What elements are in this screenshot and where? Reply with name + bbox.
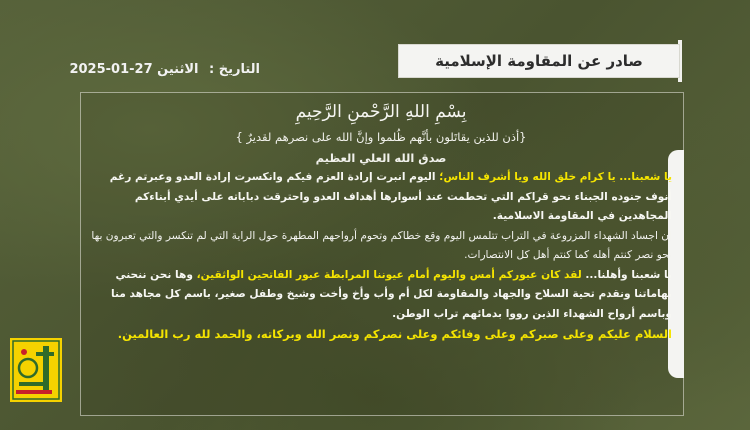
paragraph-3-text: وها نحن ننحني بهاماتنا ونقدم تحية السلاح والجهاد والمقاومة لكل أم وأب وأخ وأخت وشيخ وطفل صغير، باسم كل مجاهد منا وباسم أرواح الشهداء الذين رووا بدمائهم تراب الوطن. [111, 268, 672, 320]
date-value: الاثنين 27-01-2025 [69, 62, 199, 77]
quran-verse: {أذن للذين يقاتَلون بأنَّهم ظُلموا وإنَّ الله على نصرهم لقديرٌ } [235, 130, 527, 144]
paragraph-2 [88, 227, 672, 266]
paragraph-3-highlight: لقد كان عبوركم أمس واليوم أمام عيوننا المرابطة عبور الفاتحين الواثقين، [196, 268, 582, 281]
statement-content [82, 98, 680, 341]
hezbollah-emblem-icon [10, 338, 62, 402]
header-banner [398, 44, 680, 78]
paragraph-1-highlight: يا شعبنا... يا كرام خلق الله ويا أشرف الناس؛ [439, 171, 672, 183]
paragraph-1 [88, 168, 672, 227]
paragraph-3-start: يا شعبنا وأهلنا... [581, 268, 672, 281]
paragraph-2-text: إن اجساد الشهداء المزروعة في التراب تتلمس اليوم وقع خطاكم وتحوم أرواحهم المطهرة حول الراية التي لم تنكسر والتي تعبرون بها نحو نصر كنتم أهله كما كنتم أهل كل الانتصارات. [91, 229, 672, 261]
header-title: صادر عن المقاومة الإسلامية [435, 52, 643, 70]
paragraph-3 [88, 266, 672, 325]
date-label: التاريخ : [209, 62, 260, 77]
statement-body [82, 168, 680, 324]
closing-line: السلام عليكم وعلى صبركم وعلى وفائكم وعلى نصركم ونصر الله وبركاته، والحمد لله رب العالمين. [117, 327, 672, 341]
paragraph-1-text: اليوم انبرت إرادة العزم فيكم وانكسرت إرادة العدو وعبرتم رغم أنوف جنوده الجبناء نحو قراكم التي تحطمت عند أسوارها أهداف العدو واحترقت دباباته على أيدي أبناءكم المجاهدين في المقاومة الاسلامية. [109, 171, 672, 222]
sadaq-line: صدق الله العلي العظيم [315, 151, 447, 165]
basmala: بِسْمِ اللهِ الرَّحْمنِ الرَّحِيمِ [295, 102, 467, 122]
date-line [60, 62, 260, 84]
